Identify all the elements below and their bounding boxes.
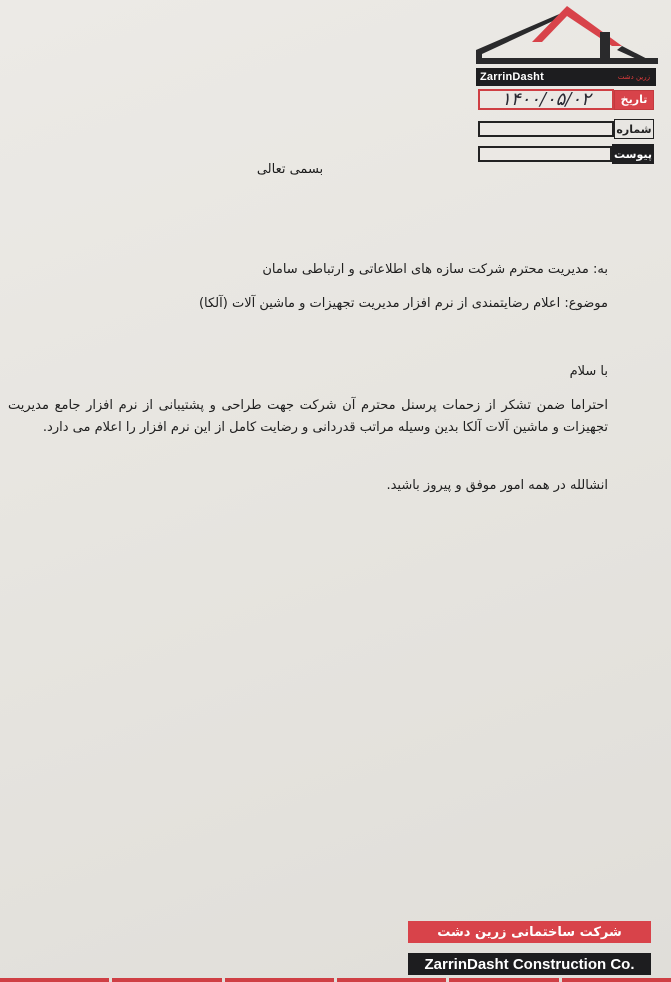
number-box xyxy=(478,121,614,137)
attachment-label: پیوست xyxy=(612,144,654,164)
date-box xyxy=(478,89,614,110)
date-field xyxy=(478,89,654,110)
recipient-line: به: مدیریت محترم شرکت سازه های اطلاعاتی و ارتباطی سامان xyxy=(262,262,608,277)
number-field xyxy=(478,119,654,139)
closing-line: انشالله در همه امور موفق و پیروز باشید. xyxy=(386,478,608,493)
logo-roof-icon xyxy=(472,2,662,72)
logo-banner xyxy=(476,68,656,86)
footer-red-strip xyxy=(0,978,671,982)
bismillah-heading: بسمی تعالی xyxy=(256,162,324,177)
greeting: با سلام xyxy=(569,364,608,379)
logo-brand-fa: زرین دشت xyxy=(617,73,650,81)
subject-line: موضوع: اعلام رضایتمندی از نرم افزار مدیریت تجهیزات و ماشین آلات (آلکا) xyxy=(198,296,608,311)
date-label: تاریخ xyxy=(614,90,654,110)
footer-company-en: ZarrinDasht Construction Co. xyxy=(408,953,651,975)
company-logo xyxy=(472,2,662,92)
attachment-field xyxy=(478,144,654,164)
number-label: شماره xyxy=(614,119,654,139)
attachment-box xyxy=(478,146,612,162)
date-value: ۱۴۰۰/۰۵/۰۲ xyxy=(501,89,591,110)
body-paragraph: احتراما ضمن تشکر از زحمات پرسنل محترم آن شرکت جهت طراحی و پشتیبانی از نرم افزار جامع مدیریت تجهیزات و ماشین آلات آلکا بدین وسیله مراتب قدردانی و رضایت کامل از این نرم افزار را اعلام می دارد. xyxy=(8,398,608,435)
footer-company-fa: شرکت ساختمانی زرین دشت xyxy=(408,921,651,943)
logo-brand-en: ZarrinDasht xyxy=(480,71,544,83)
